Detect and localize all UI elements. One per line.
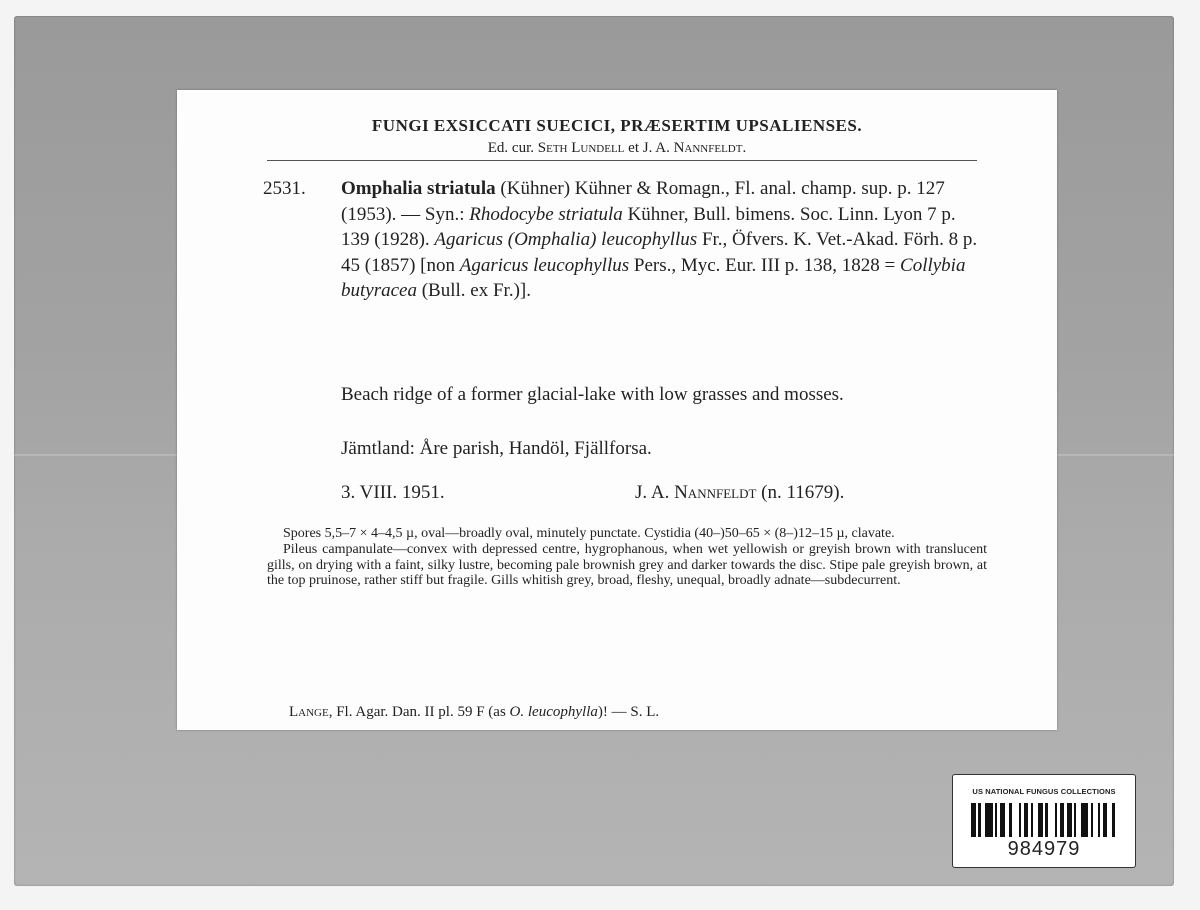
- specimen-label: [177, 90, 1057, 730]
- editors-end: .: [742, 140, 747, 156]
- barcode-bar: [1019, 803, 1021, 837]
- description-block: [267, 526, 987, 589]
- habitat-text: Beach ridge of a former glacial-lake with low grasses and mosses.: [341, 384, 844, 405]
- reference-author: Lange: [289, 704, 329, 720]
- collector-name: Nannfeldt: [674, 482, 757, 503]
- exsiccata-number: 2531.: [263, 178, 306, 199]
- barcode-bar: [978, 803, 980, 837]
- barcode-bar: [971, 803, 976, 837]
- header-divider: [267, 160, 977, 161]
- barcode-bar: [1038, 803, 1043, 837]
- barcode-label: [952, 774, 1136, 868]
- editors-join: et J. A.: [624, 140, 674, 156]
- barcode-bar: [1031, 803, 1033, 837]
- series-editors: [177, 140, 1057, 157]
- barcode-bar: [1098, 803, 1100, 837]
- barcode-bar: [1000, 803, 1005, 837]
- editor-name-2: Nannfeldt: [673, 140, 743, 156]
- description-spores: Spores 5,5–7 × 4–4,5 µ, oval—broadly oval, minutely punctate. Cystidia (40–)50–65 × (8–)12–15 µ, clavate.: [283, 526, 895, 541]
- collector-initials: J. A.: [635, 482, 675, 503]
- editor-name-1: Seth Lundell: [537, 140, 625, 156]
- reference-text-1: , Fl. Agar. Dan. II pl. 59 F (as: [328, 704, 510, 720]
- citation-text-4: Pers., Myc. Eur. III p. 138, 1828 =: [629, 254, 901, 276]
- taxon-citation: [341, 176, 985, 304]
- synonym-4: Collybia butyracea: [341, 254, 966, 302]
- barcode-bars: [971, 803, 1117, 837]
- reference-text-2: )! — S. L.: [597, 704, 660, 720]
- synonym-2: Agaricus (Omphalia) leucophyllus: [434, 229, 698, 251]
- reference-taxon: O. leucophylla: [509, 704, 598, 720]
- barcode-bar: [1074, 803, 1076, 837]
- barcode-bar: [985, 803, 992, 837]
- barcode-bar: [995, 803, 997, 837]
- barcode-bar: [1081, 803, 1088, 837]
- barcode-bar: [1055, 803, 1057, 837]
- barcode-bar: [1067, 803, 1072, 837]
- barcode-bar: [1009, 803, 1011, 837]
- barcode-bar: [1112, 803, 1114, 837]
- species-name: Omphalia striatula: [341, 178, 496, 199]
- collector-number: (n. 11679).: [756, 482, 845, 503]
- citation-text-3: Fr., Öfvers. K. Vet.-Akad. Förh. 8 p. 45 (1857) [non: [341, 229, 978, 276]
- barcode-bar: [1024, 803, 1029, 837]
- collection-name: US NATIONAL FUNGUS COLLECTIONS: [972, 787, 1116, 796]
- taxon-entry: [263, 176, 985, 304]
- catalog-number: 984979: [1007, 838, 1081, 860]
- citation-text-2: Kühner, Bull. bimens. Soc. Linn. Lyon 7 p. 139 (1928).: [341, 203, 956, 251]
- reference-line: [289, 704, 659, 721]
- collection-date: 3. VIII. 1951.: [341, 482, 445, 503]
- barcode-bar: [1045, 803, 1047, 837]
- editors-prefix: Ed. cur.: [487, 140, 538, 156]
- synonym-1: Rhodocybe striatula: [469, 203, 623, 225]
- synonym-3: Agaricus leucophyllus: [459, 254, 630, 276]
- citation-text-5: (Bull. ex Fr.)].: [416, 280, 531, 302]
- collector: [635, 482, 844, 504]
- description-pileus: Pileus campanulate—convex with depressed centre, hygrophanous, when wet yellowish or greyish brown with translucent gills, on drying with a faint, silky lustre, becoming pale brownish grey and darker towards the disc. Stipe pale greyish brown, at the top pruinose, rather stiff but fragile. Gills whitish grey, broad, fleshy, unequal, broadly adnate—subdecurrent.: [267, 541, 987, 589]
- barcode-bar: [1060, 803, 1065, 837]
- citation-text-1: (Kühner) Kühner & Romagn., Fl. anal. champ. sup. p. 127 (1953). — Syn.:: [341, 178, 945, 225]
- barcode-bar: [1103, 803, 1108, 837]
- locality-text: Jämtland: Åre parish, Handöl, Fjällforsa.: [341, 438, 652, 459]
- series-title: FUNGI EXSICCATI SUECICI, PRÆSERTIM UPSALIENSES.: [371, 116, 863, 135]
- barcode-bar: [1091, 803, 1093, 837]
